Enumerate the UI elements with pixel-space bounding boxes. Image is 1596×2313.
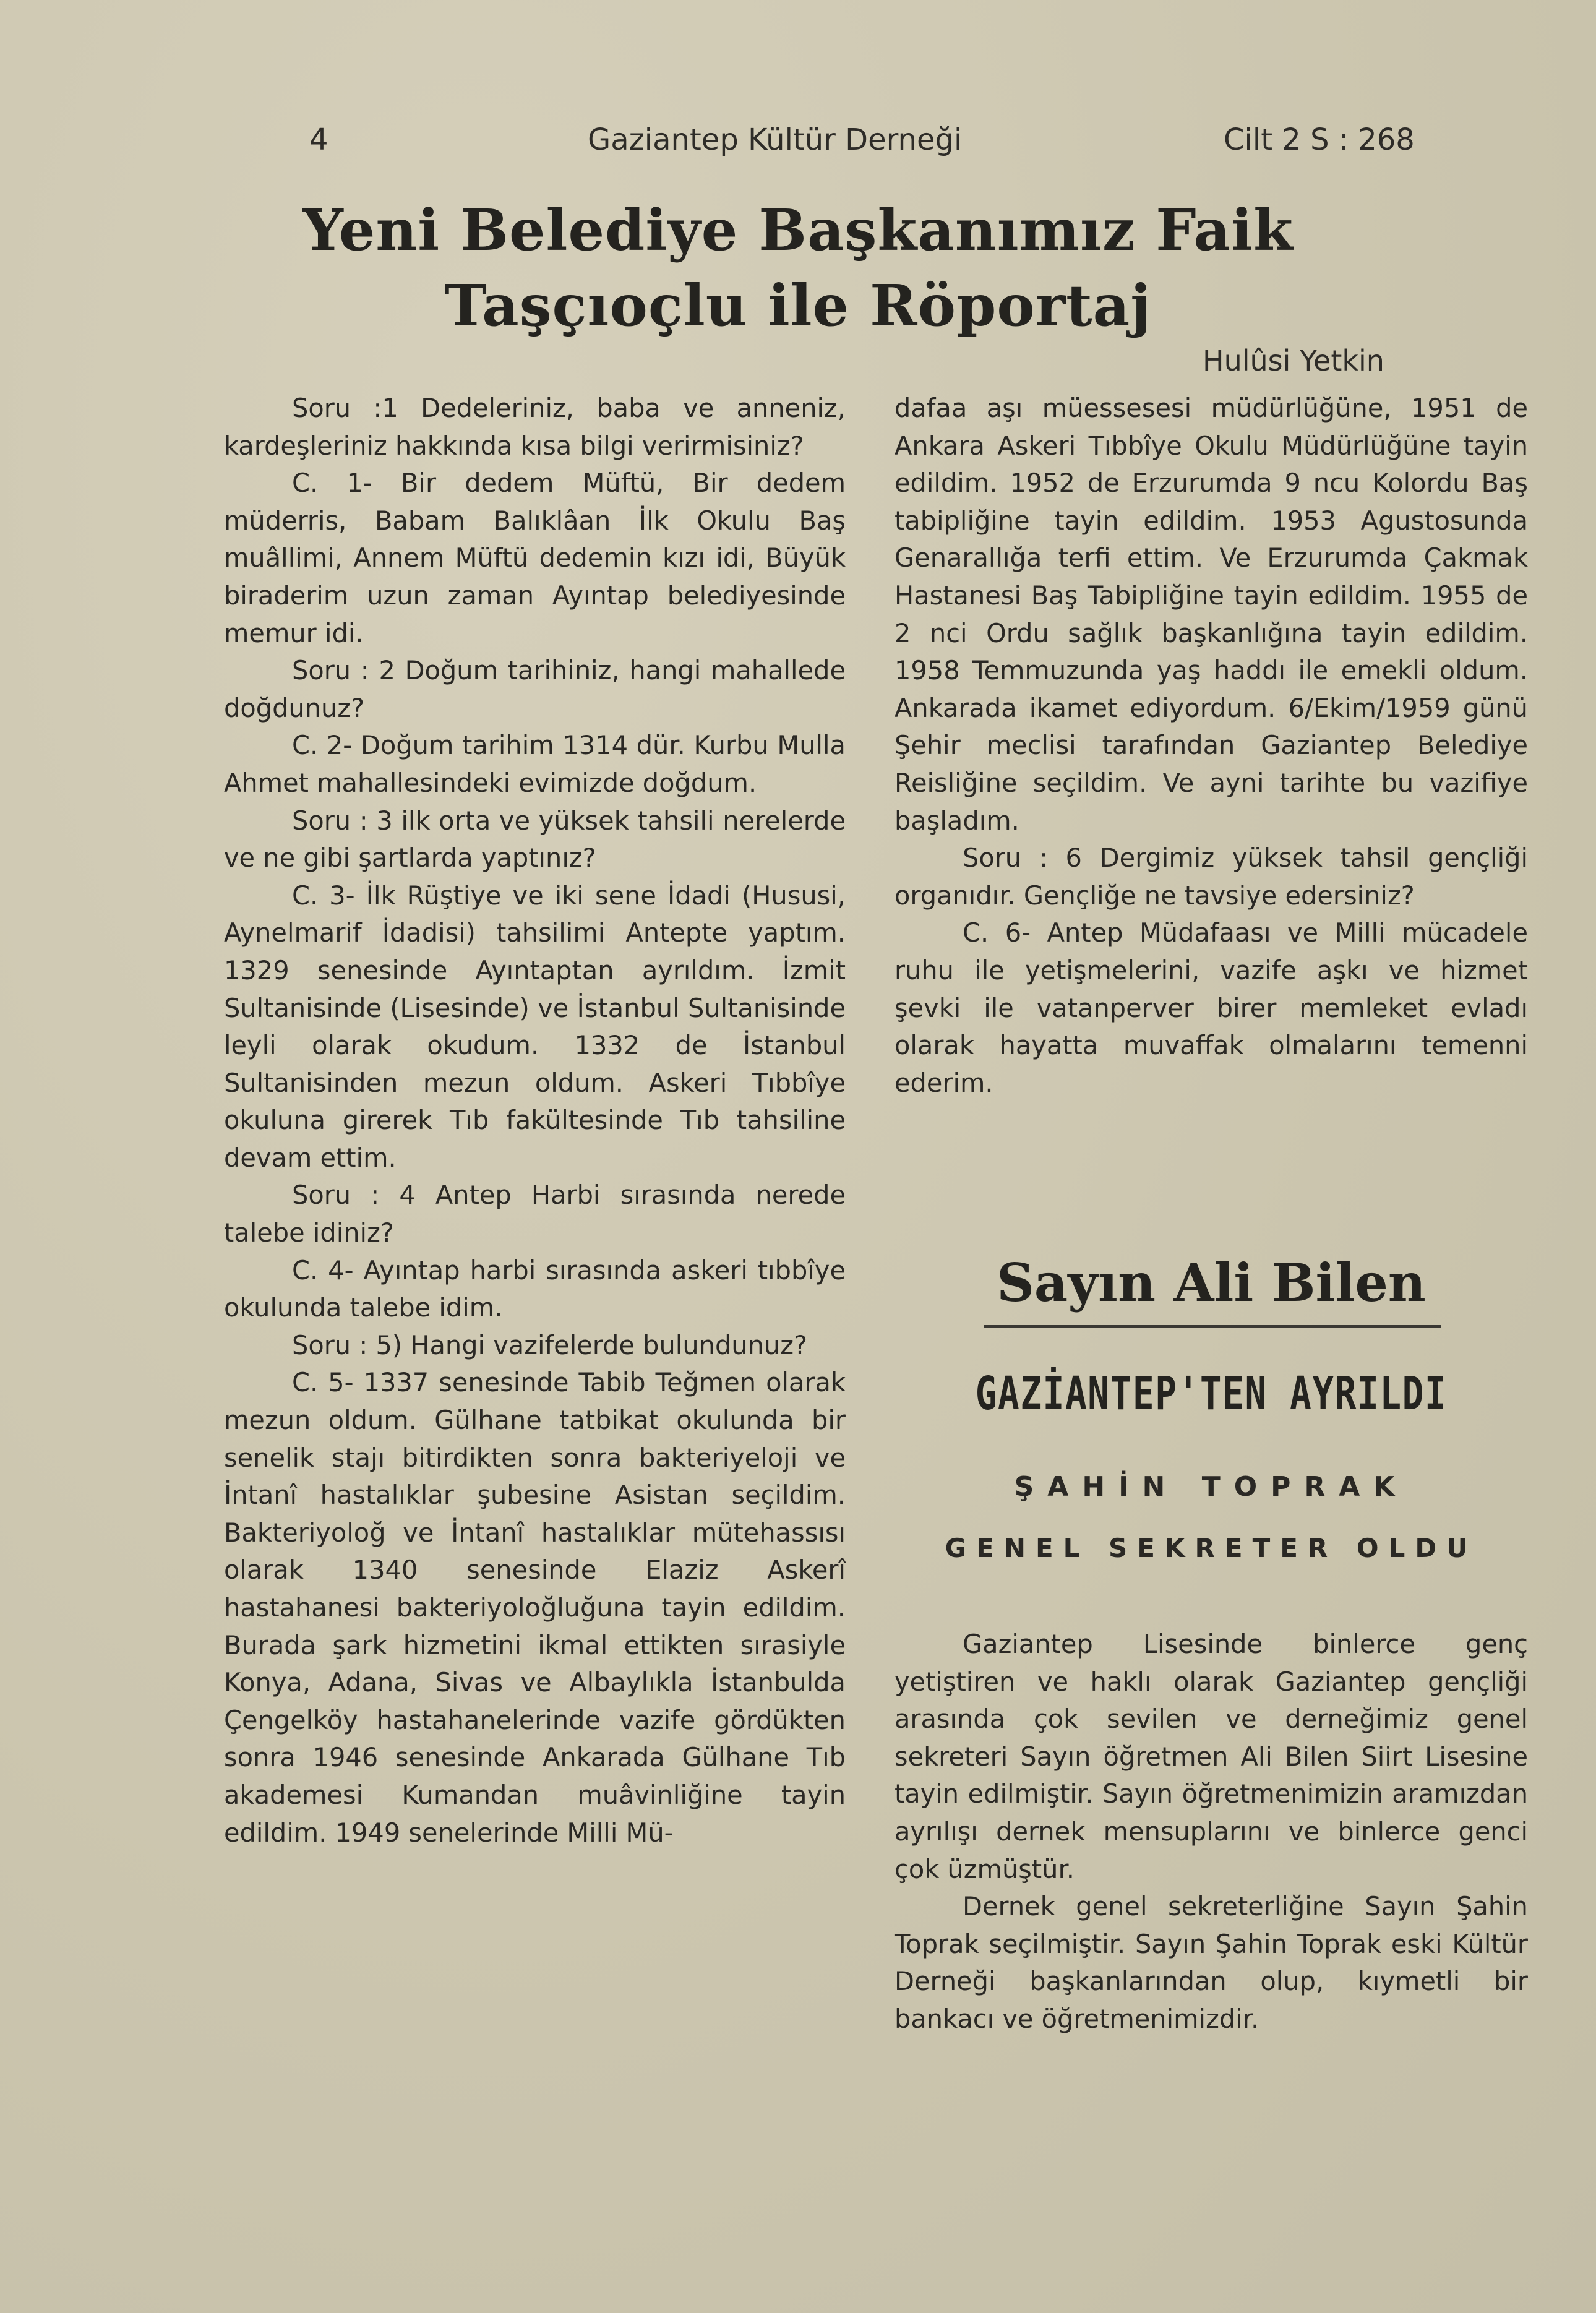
page-header xyxy=(0,122,1596,166)
news-subheadline-name: ŞAHİN TOPRAK xyxy=(1014,1471,1409,1503)
article-title-line1: Yeni Belediye Başkanımız Faik xyxy=(302,197,1294,264)
paragraph: C. 4- Ayıntap harbi sırasında askeri tıbbîye okulunda talebe idim. xyxy=(224,1255,846,1323)
news-body xyxy=(895,1626,1528,2038)
paragraph: Soru : 6 Dergimiz yüksek tahsil gençliği organıdır. Gençliğe ne tavsiye edersiniz? xyxy=(895,843,1528,911)
paragraph: Soru :1 Dedeleriniz, baba ve anneniz, kardeşleriniz hakkında kısa bilgi verirmisiniz? xyxy=(224,393,846,461)
news-headline-departed: GAZİANTEP'TEN AYRILDI xyxy=(975,1367,1448,1420)
paragraph: dafaa aşı müessesesi müdürlüğüne, 1951 de Ankara Askeri Tıbbîye Okulu Müdürlüğüne tayin edildim. 1952 de Erzurumda 9 ncu Kolordu Baş tabipliğine tayin edildim. 1953 Agustosunda Genarallığa terfi ettim. Ve Erzurumda Çakmak Hastanesi Baş Tabipliğine tayin edildim. 1955 de 2 nci Ordu sağlık başkanlığına tayin edildim. 1958 Temmuzunda yaş haddı ile emekli oldum. Ankarada ikamet ediyordum. 6/Ekim/1959 günü Şehir meclisi tarafından Gaziantep Belediye Reisliğine seçildim. Ve ayni tarihte bu vazifiye başladım. xyxy=(895,393,1528,836)
news-headline-name: Sayın Ali Bilen xyxy=(997,1252,1426,1313)
interview-left-column xyxy=(224,390,846,1852)
article-title-line2: Taşçıoçlu ile Röportaj xyxy=(444,272,1152,339)
publication-name: Gaziantep Kültür Derneği xyxy=(588,122,963,157)
volume-issue: Cilt 2 S : 268 xyxy=(1224,122,1415,157)
paragraph: Soru : 4 Antep Harbi sırasında nerede talebe idiniz? xyxy=(224,1180,846,1248)
paragraph: Soru : 5) Hangi vazifelerde bulundunuz? xyxy=(292,1329,807,1360)
interview-right-column xyxy=(895,390,1528,1102)
paragraph: C. 6- Antep Müdafaası ve Milli mücadele ruhu ile yetişmelerini, vazife aşkı ve hizmet şevki ile vatanperver birer memleket evladı olarak hayatta muvaffak olmalarını temenni ederim. xyxy=(895,917,1528,1098)
paragraph: Soru : 3 ilk orta ve yüksek tahsili nerelerde ve ne gibi şartlarda yaptınız? xyxy=(224,805,846,873)
page-number: 4 xyxy=(309,122,328,157)
paragraph: C. 2- Doğum tarihim 1314 dür. Kurbu Mulla Ahmet mahallesindeki evimizde doğdum. xyxy=(224,730,846,798)
news-subheadline-role: GENEL SEKRETER OLDU xyxy=(945,1533,1478,1563)
paragraph: C. 5- 1337 senesinde Tabib Teğmen olarak mezun oldum. Gülhane tatbikat okulunda bir senelik stajı bitirdikten sonra bakteriyeloji ve İntanî hastalıklar şubesine Asistan seçildim. Bakteriyoloğ ve İntanî hastalıklar mütehassısı olarak 1340 senesinde Elaziz Askerî hastahanesi bakteriyoloğluğuna tayin edildim. Burada şark hizmetini ikmal ettikten sırasiyle Konya, Adana, Sivas ve Albaylıkla İstanbulda Çengelköy hastahanelerinde vazife gördükten sonra 1946 senesinde Ankarada Gülhane Tıb akademesi Kumandan muâvinliğine tayin edildim. 1949 senelerinde Milli Mü- xyxy=(224,1367,846,1848)
paragraph: C. 3- İlk Rüştiye ve iki sene İdadi (Hususi, Aynelmarif İdadisi) tahsilimi Antepte yaptım. 1329 senesinde Ayıntaptan ayrıldım. İzmit Sultanisinde (Lisesinde) ve İstanbul Sultanisinde leyli olarak okudum. 1332 de İstanbul Sultanisinden mezun oldum. Askeri Tıbbîye okuluna girerek Tıb fakültesinde Tıb tahsiline devam ettim. xyxy=(224,880,846,1173)
paragraph: Gaziantep Lisesinde binlerce genç yetiştiren ve haklı olarak Gaziantep gençliği arasında çok sevilen ve derneğimiz genel sekreteri Sayın öğretmen Ali Bilen Siirt Lisesine tayin edilmiştir. Sayın öğretmenimizin aramızdan ayrılışı dernek mensuplarını ve binlerce genci çok üzmüştür. xyxy=(895,1629,1528,1884)
paragraph: Soru : 2 Doğum tarihiniz, hangi mahallede doğdunuz? xyxy=(224,655,846,723)
paragraph: Dernek genel sekreterliğine Sayın Şahin Toprak seçilmiştir. Sayın Şahin Toprak eski Kültür Derneği başkanlarından olup, kıymetli bir bankacı ve öğretmenimizdir. xyxy=(895,1891,1528,2034)
article-author: Hulûsi Yetkin xyxy=(1203,344,1384,377)
headline-divider xyxy=(984,1325,1441,1328)
paragraph: C. 1- Bir dedem Müftü, Bir dedem müderris, Babam Balıklâan İlk Okulu Baş muâllimi, Annem Müftü dedemin kızı idi, Büyük biraderim uzun zaman Ayıntap belediyesinde memur idi. xyxy=(224,468,846,648)
